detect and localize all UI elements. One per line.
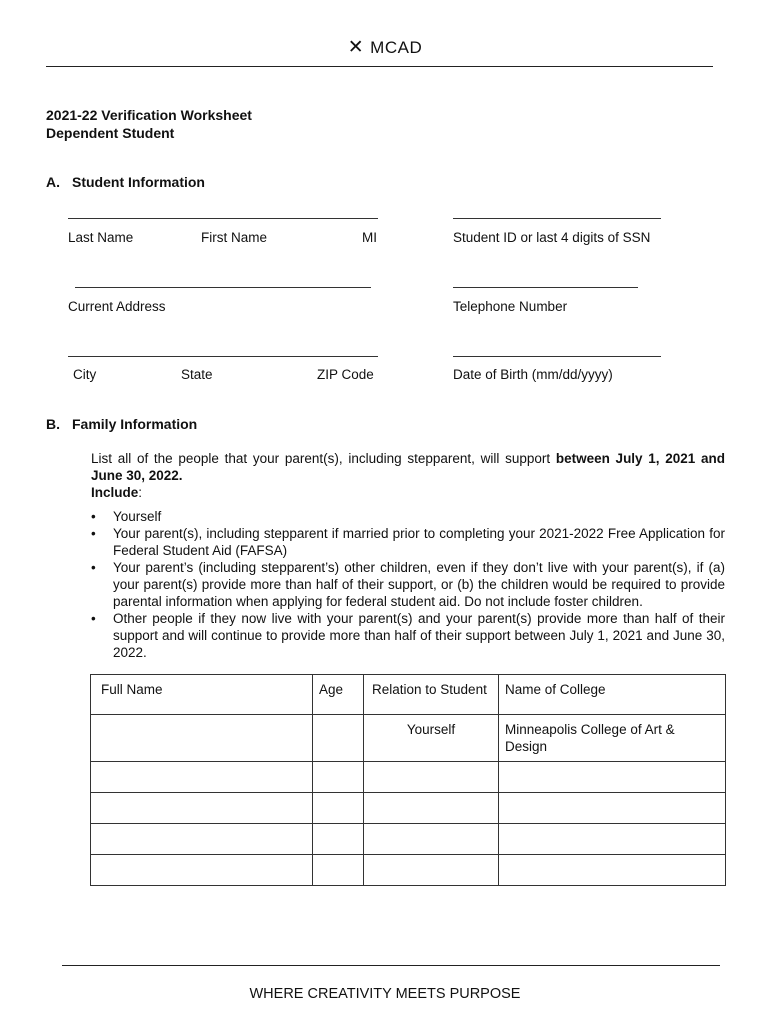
section-b-title: Family Information — [72, 416, 198, 432]
last-name-label: Last Name — [68, 230, 134, 245]
intro-text: List all of the people that your parent(s), including stepparent, will support — [91, 451, 556, 466]
mi-label: MI — [362, 230, 377, 245]
list-item — [91, 559, 725, 610]
cell-relation[interactable] — [364, 824, 499, 855]
list-item-text: Your parent(s), including stepparent if married prior to completing your 2021-2022 Free Application for Federal Student Aid (FAFSA) — [113, 526, 725, 558]
bullet-icon: • — [91, 509, 96, 524]
cell-full-name[interactable] — [91, 793, 313, 824]
family-intro — [91, 450, 725, 501]
city-label: City — [73, 367, 97, 382]
section-a-letter: A. — [46, 174, 60, 190]
bullet-icon: • — [91, 526, 96, 541]
cell-full-name[interactable] — [91, 715, 313, 762]
list-item — [91, 610, 725, 661]
city-state-zip-line[interactable] — [68, 356, 378, 357]
section-b-heading — [46, 416, 197, 432]
current-address-label: Current Address — [68, 299, 166, 314]
cell-college[interactable] — [499, 855, 726, 886]
cell-age[interactable] — [313, 762, 364, 793]
footer-divider — [62, 965, 720, 966]
table-header-row — [91, 675, 726, 715]
cell-full-name[interactable] — [91, 762, 313, 793]
cell-college[interactable] — [499, 762, 726, 793]
list-item-text: Other people if they now live with your parent(s) and your parent(s) provide more than half of their support and will continue to provide more than half of their support between July 1, 2021 and June 30, 2022. — [113, 611, 725, 660]
name-line[interactable] — [68, 218, 378, 219]
cell-full-name[interactable] — [91, 824, 313, 855]
telephone-label: Telephone Number — [453, 299, 568, 314]
cell-college[interactable] — [499, 824, 726, 855]
cell-age[interactable] — [313, 715, 364, 762]
address-line[interactable] — [75, 287, 371, 288]
first-name-label: First Name — [201, 230, 268, 245]
col-full-name: Full Name — [91, 675, 313, 715]
table-row — [91, 793, 726, 824]
close-x-logo-icon: ✕ — [347, 37, 365, 58]
mcad-logo — [0, 36, 770, 59]
include-label: Include — [91, 485, 139, 500]
cell-age[interactable] — [313, 824, 364, 855]
title-line-2: Dependent Student — [46, 125, 175, 141]
col-relation: Relation to Student — [364, 675, 499, 715]
cell-age[interactable] — [313, 793, 364, 824]
telephone-line[interactable] — [453, 287, 638, 288]
logo-text: MCAD — [370, 38, 423, 57]
cell-full-name[interactable] — [91, 855, 313, 886]
table-row — [91, 855, 726, 886]
cell-college: Minneapolis College of Art & Design — [499, 715, 726, 762]
cell-college[interactable] — [499, 793, 726, 824]
zip-label: ZIP Code — [317, 367, 374, 382]
state-label: State — [181, 367, 213, 382]
family-table — [90, 674, 726, 886]
col-college: Name of College — [499, 675, 726, 715]
cell-relation[interactable] — [364, 762, 499, 793]
footer-tagline: WHERE CREATIVITY MEETS PURPOSE — [249, 986, 521, 1002]
title-line-1: 2021-22 Verification Worksheet — [46, 107, 252, 123]
list-item — [91, 525, 725, 559]
cell-relation[interactable] — [364, 793, 499, 824]
dob-label: Date of Birth (mm/dd/yyyy) — [453, 367, 613, 382]
student-id-label: Student ID or last 4 digits of SSN — [453, 230, 651, 245]
student-id-line[interactable] — [453, 218, 661, 219]
include-list — [91, 508, 725, 661]
cell-relation: Yourself — [364, 715, 499, 762]
dob-line[interactable] — [453, 356, 661, 357]
list-item — [91, 508, 725, 525]
table-row — [91, 824, 726, 855]
cell-relation[interactable] — [364, 855, 499, 886]
col-age: Age — [313, 675, 364, 715]
worksheet-title — [46, 106, 252, 142]
list-item-text: Your parent’s (including stepparent’s) other children, even if they don’t live with your parent(s), if (a) your parent(s) provide more than half of their support, or (b) the children would be required to provide parental information when applying for federal student aid. Do not include foster children. — [113, 560, 725, 609]
list-item-text: Yourself — [113, 509, 162, 524]
cell-age[interactable] — [313, 855, 364, 886]
section-a-title: Student Information — [72, 174, 205, 190]
header-divider — [46, 66, 713, 67]
include-colon: : — [138, 485, 143, 500]
section-a-heading — [46, 174, 205, 190]
intro-date-range: between July 1, 2021 and June 30, 2022. — [91, 451, 726, 483]
table-row — [91, 762, 726, 793]
table-row — [91, 715, 726, 762]
section-b-letter: B. — [46, 416, 60, 432]
bullet-icon: • — [91, 560, 96, 575]
bullet-icon: • — [91, 611, 96, 626]
